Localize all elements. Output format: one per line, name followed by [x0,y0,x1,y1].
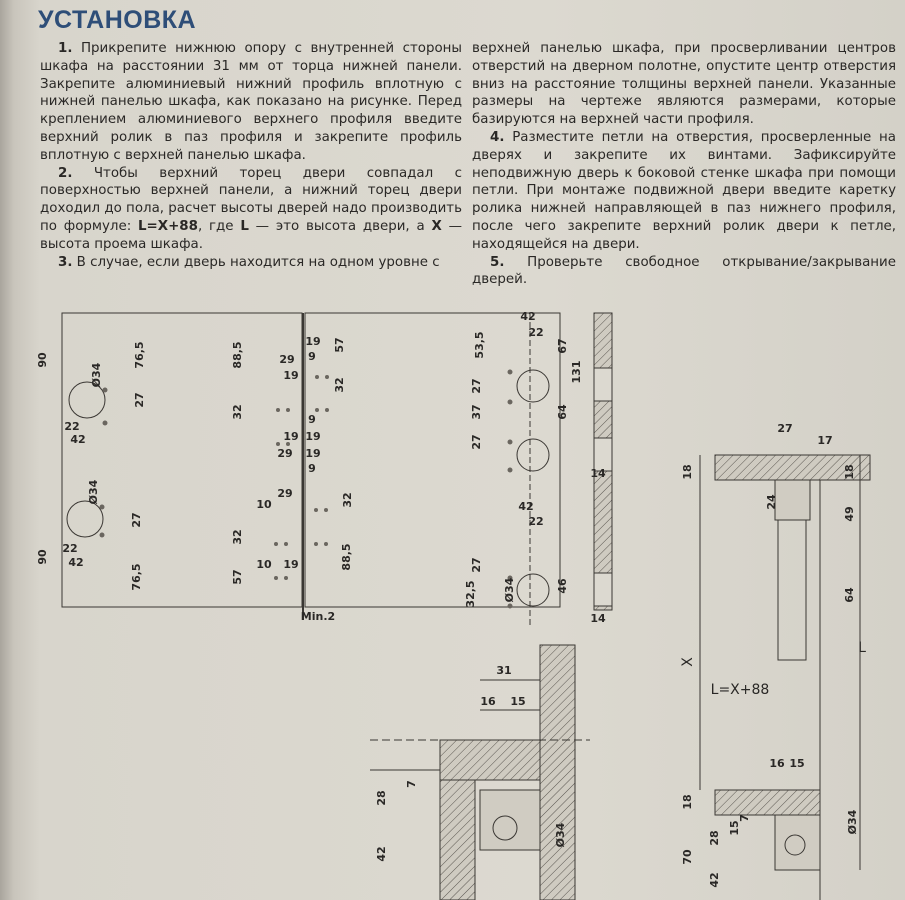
hinge-hole [67,501,103,537]
dimension-label: 19 [305,447,321,460]
dimension-label: 10 [256,498,272,511]
step-text: Разместите петли на отверстия, просверленные на дверях и закрепите их винтами. Зафиксируйте неподвижную дверь к боковой стенке шкафа при помощи петли. При монтаже подвижной двери введите каретку ролика нижней направляющей в паз нижнего профиля, после чего закрепите верхний ролик двери к петле, находящейся на двери. [472,129,897,252]
bottom-support [480,790,540,850]
step-text: — высота проема шкафа. [40,218,462,252]
dimension-label: 57 [333,337,346,353]
hinge-hole [517,370,549,402]
dimension-label: 32,5 [464,580,477,608]
dimension-label: 42 [375,846,388,862]
dimension-label: 7 [405,780,418,788]
dimension-label: 29 [279,353,295,366]
step-text: — это высота двери, а [248,218,432,234]
dimension-label: 10 [256,558,272,571]
step-3-continued: верхней панелью шкафа, при просверливании центров отверстий на дверном полотне, опустите центр отверстия вниз на расстояние толщины верхней панели. Указанные размеры на чертеже являются размерами, которые базируются на верхней части профиля. [472,41,896,128]
dimension-label: 90 [36,549,49,565]
dimension-label: 15 [728,820,741,836]
dimension-label: 17 [817,434,833,447]
dimension-label: Ø34 [90,362,103,388]
dimension-label: L=X+88 [710,682,770,698]
dimension-label: 9 [308,462,316,475]
step-text: , где [197,218,241,234]
dimension-label: 67 [556,338,569,354]
screw-points [100,370,513,609]
dimension-label: 70 [681,849,694,865]
dimension-label: 15 [510,695,526,708]
dimension-label: 88,5 [231,341,244,369]
step-text: Прикрепите нижнюю опору с внутренней стороны шкафа на расстоянии 31 мм от торца нижней панели. Закрепите алюминиевый нижний профиль вплотную с нижней панелью шкафа, как показано на рисунке. Перед креплением алюминиевого верхнего профиля введите верхний ролик в паз профиля и закрепите профиль вплотную с верхней панелью шкафа. [40,41,462,163]
dimension-label: 57 [231,569,244,585]
dimension-label: 42 [70,433,86,446]
top-roller-bracket [775,480,810,520]
dimension-label: Ø34 [846,809,859,835]
dimension-label: 131 [570,360,583,384]
dimension-label: 90 [36,352,49,368]
dimension-label: 46 [556,578,569,594]
dimension-label: 19 [305,335,321,348]
dimension-label: 32 [231,529,244,545]
dimension-label: X [680,657,696,667]
step-number: 5. [490,254,505,270]
hinge-hole [517,574,549,606]
dimension-label: 42 [520,310,536,323]
dimension-label: 22 [62,542,78,555]
dimension-label: 28 [375,790,388,806]
dimension-label: 64 [556,404,569,420]
step-number: 4. [490,129,505,145]
dimension-label: Ø34 [87,479,100,505]
dimension-label: 22 [64,420,80,433]
formula: L=X+88 [138,218,198,234]
dimension-label: 28 [708,830,721,846]
page-title: УСТАНОВКА [38,6,197,34]
formula-var: L [240,218,249,234]
formula-var: X [431,218,442,234]
dimension-label: 42 [68,556,84,569]
bottom-panel [440,740,540,780]
step-text: В случае, если дверь находится на одном уровне с [76,254,440,270]
dimension-label: 32 [231,404,244,420]
dimension-label: 27 [130,512,143,528]
bottom-panel-right [715,790,820,815]
dimension-label: 19 [283,558,299,571]
hinge-hole [517,439,549,471]
dimension-label: 9 [308,413,316,426]
step-text: Проверьте свободное открывание/закрывание дверей. [472,254,896,288]
dimension-label: 27 [777,422,793,435]
dimension-label: 18 [681,464,694,480]
hinge-plate [778,520,806,660]
dimension-label: 29 [277,487,293,500]
floor-block [440,780,475,900]
dimension-label: 29 [277,447,293,460]
dimension-label: 37 [470,404,483,420]
dimension-label: 7 [738,814,751,822]
dimension-label: L [858,640,866,656]
dimension-label: 9 [308,350,316,363]
dimension-label: 14 [590,612,606,625]
dimension-label: 27 [133,392,146,408]
dimension-label: 32 [341,492,354,508]
dimension-label: 19 [305,430,321,443]
bottom-roller [775,815,820,870]
dimension-label: 42 [518,500,534,513]
dimension-label: 14 [590,467,606,480]
dimension-label: 88,5 [340,543,353,571]
dimension-label: 15 [789,757,805,770]
dimension-label: 31 [496,664,512,677]
step-number: 1. [58,41,73,56]
dimension-label: 42 [708,872,721,888]
dimension-label: 22 [528,326,544,339]
dimension-label: 18 [681,794,694,810]
dimension-label: 19 [283,369,299,382]
dimension-label: 27 [470,434,483,450]
dimension-label: 64 [843,587,856,603]
dimension-label: 22 [528,515,544,528]
dimension-label: 18 [843,464,856,480]
dimension-label: 19 [283,430,299,443]
step-text: Чтобы верхний торец двери совпадал с поверхностью верхней панели, а нижний торец двери доходил до пола, расчет высоты дверей надо производить по формуле: [40,165,463,234]
dimension-label: Ø34 [503,577,516,603]
step-number: 3. [58,254,73,270]
step-number: 2. [58,165,73,181]
dimension-label: 24 [765,494,778,510]
cabinet-side-wall [540,645,575,900]
dimension-label: 27 [470,557,483,573]
dimension-label: 16 [480,695,496,708]
dimension-label: 76,5 [130,563,143,591]
dimension-label: 27 [470,378,483,394]
dimension-label: 32 [333,377,346,393]
dimension-label: Ø34 [554,822,567,848]
dimension-label: 49 [843,506,856,522]
dimension-label: 76,5 [133,341,146,369]
dimension-label: 16 [769,757,785,770]
dimension-label: 53,5 [473,331,486,359]
dimension-label: Min.2 [300,610,336,623]
